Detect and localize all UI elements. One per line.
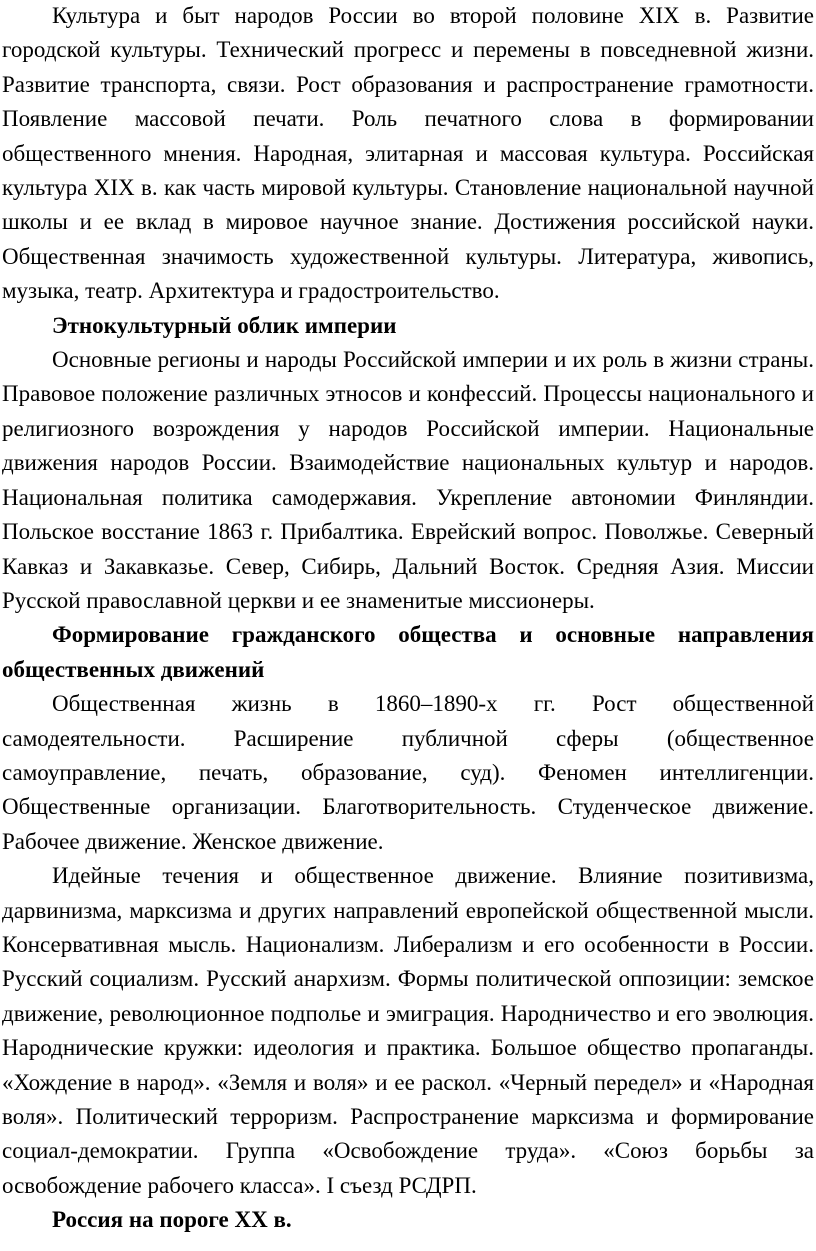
- paragraph-regions: Основные регионы и народы Российской империи и их роль в жизни страны. Правовое положение различных этносов и конфессий. Процессы национального и религиозного возрождения у народов Российской империи. Национальные движения народов России. Взаимодействие национальных культур и народов. Национальная политика самодержавия. Укрепление автономии Финляндии. Польское восстание 1863 г. Прибалтика. Еврейский вопрос. Поволжье. Северный Кавказ и Закавказье. Север, Сибирь, Дальний Восток. Средняя Азия. Миссии Русской православной церкви и ее знаменитые миссионеры.: [2, 347, 814, 613]
- paragraph-culture: Культура и быт народов России во второй половине XIX в. Развитие городской культуры. Технический прогресс и перемены в повседневной жизни. Развитие транспорта, связи. Рост образования и распространение грамотности. Появление массовой печати. Роль печатного слова в формировании общественного мнения. Народная, элитарная и массовая культура. Российская культура XIX в. как часть мировой культуры. Становление национальной научной школы и ее вклад в мировое научное знание. Достижения российской науки. Общественная значимость художественной культуры. Литература, живопись, музыка, театр. Архитектура и градостроительство.: [2, 3, 814, 304]
- paragraph-public-life: Общественная жизнь в 1860–1890-х гг. Рост общественной самодеятельности. Расширение публичной сферы (общественное самоуправление, печать, образование, суд). Феномен интеллигенции. Общественные организации. Благотворительность. Студенческое движение. Рабочее движение. Женское движение.: [2, 691, 814, 854]
- heading-ethnocultural: Этнокультурный облик империи: [52, 312, 397, 338]
- heading-civil-society: Формирование гражданского общества и основные направления общественных движений: [2, 622, 814, 682]
- paragraph-ideological-currents: Идейные течения и общественное движение. Влияние позитивизма, дарвинизма, марксизма и других направлений европейской общественной мысли. Консервативная мысль. Национализм. Либерализм и его особенности в России. Русский социализм. Русский анархизм. Формы политической оппозиции: земское движение, революционное подполье и эмиграция. Народничество и его эволюция. Народнические кружки: идеология и практика. Большое общество пропаганды. «Хождение в народ». «Земля и воля» и ее раскол. «Черный передел» и «Народная воля». Политический терроризм. Распространение марксизма и формирование социал-демократии. Группа «Освобождение труда». «Союз борьбы за освобождение рабочего класса». I съезд РСДРП.: [2, 863, 814, 1198]
- heading-russia-xx-century: Россия на пороге XX в.: [52, 1207, 292, 1233]
